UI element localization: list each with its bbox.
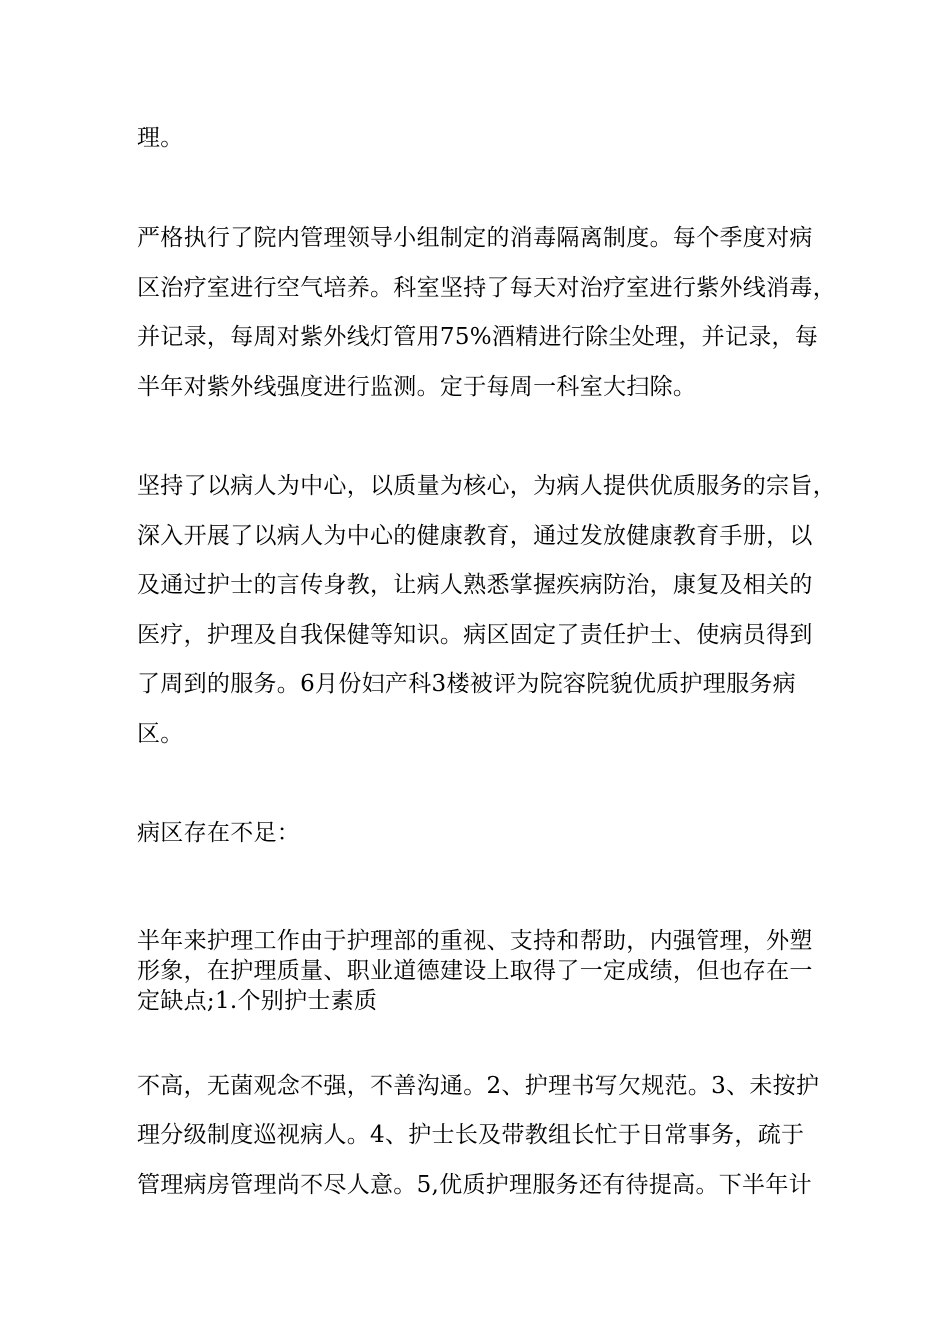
text-line: 管理病房管理尚不尽人意。5,优质护理服务还有待提高。下半年计 xyxy=(137,1172,812,1198)
text-line: 理。 xyxy=(137,125,184,151)
text-line: 坚持了以病人为中心，以质量为核心，为病人提供优质服务的宗旨， xyxy=(137,473,836,499)
text-line: 深入开展了以病人为中心的健康教育，通过发放健康教育手册，以 xyxy=(137,523,813,549)
text-line: 理分级制度巡视病人。4、护士长及带教组长忙于日常事务，疏于 xyxy=(137,1122,805,1148)
text-line: 区治疗室进行空气培养。科室坚持了每天对治疗室进行紫外线消毒， xyxy=(137,275,836,301)
section-heading: 病区存在不足： xyxy=(137,820,301,846)
text-line: 严格执行了院内管理领导小组制定的消毒隔离制度。每个季度对病 xyxy=(137,225,813,251)
text-line: 区。 xyxy=(137,721,184,747)
text-line: 并记录，每周对紫外线灯管用75%酒精进行除尘处理，并记录，每 xyxy=(137,324,819,350)
text-line: 医疗，护理及自我保健等知识。病区固定了责任护士、使病员得到 xyxy=(137,622,813,648)
text-line: 半年对紫外线强度进行监测。定于每周一科室大扫除。 xyxy=(137,374,697,400)
text-line: 定缺点;1.个别护士素质 xyxy=(137,988,378,1014)
text-line: 半年来护理工作由于护理部的重视、支持和帮助，内强管理，外塑 xyxy=(137,928,813,954)
text-line: 形象，在护理质量、职业道德建设上取得了一定成绩，但也存在一 xyxy=(137,958,813,984)
text-line: 了周到的服务。6月份妇产科3楼被评为院容院貌优质护理服务病 xyxy=(137,671,796,697)
text-line: 及通过护士的言传身教，让病人熟悉掌握疾病防治，康复及相关的 xyxy=(137,572,813,598)
text-line: 不高，无菌观念不强，不善沟通。2、护理书写欠规范。3、未按护 xyxy=(137,1073,820,1099)
